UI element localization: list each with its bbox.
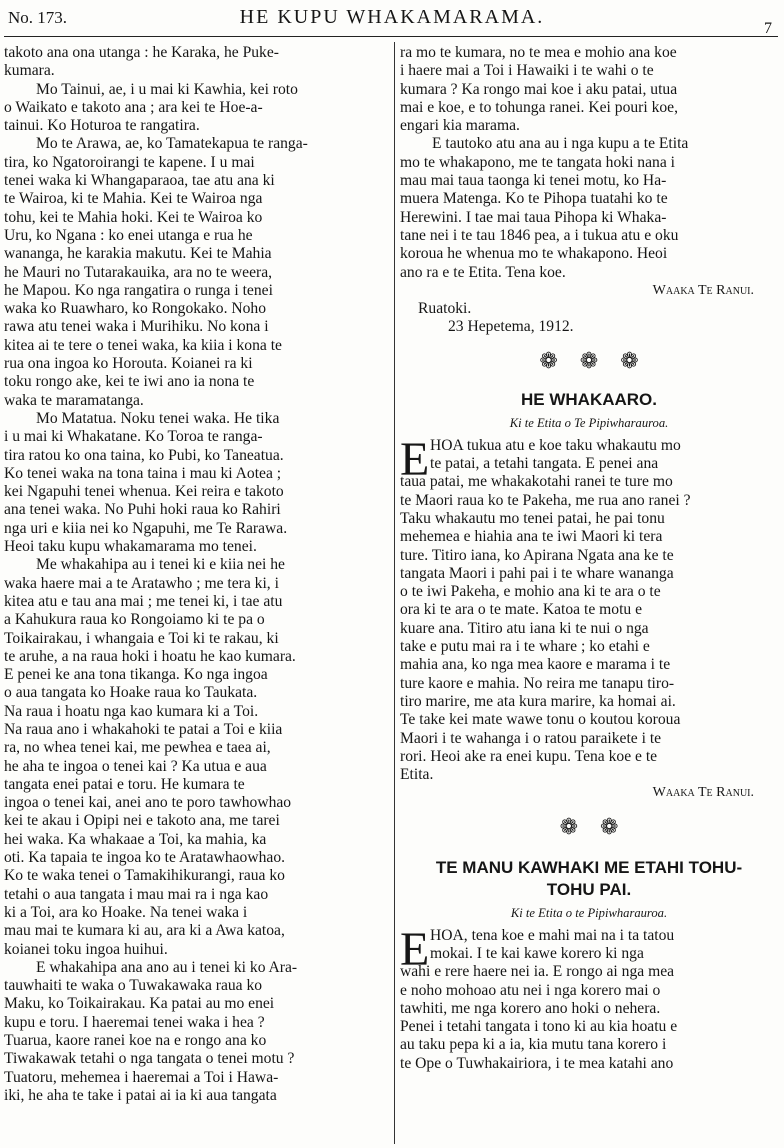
text-line: a Kahukura raua ko Rongoiamo ki te pa o — [4, 611, 265, 629]
text-line: kupu e toru. I haeremai tenei waka i hea ? — [4, 1013, 265, 1031]
article-heading-line: TE MANU KAWHAKI ME ETAHI TOHU- — [435, 857, 743, 877]
column-divider — [394, 42, 395, 1144]
text-line: tawhiti, me nga korero ano hoki o nehera. — [400, 999, 661, 1017]
text-line: tetahi o aua tangata i mau mai ra i nga kao — [4, 885, 269, 903]
text-line: koroua he whenua mo te whakapono. Heoi — [400, 245, 668, 263]
text-line: te Wairoa, ki te Mahia. Kei te Wairoa nga — [4, 190, 263, 208]
text-line: kei Ngapuhi tenei whenua. Kei reira e takoto — [4, 483, 284, 501]
text-line: Ko te waka tenei o Tamakihikurangi, raua ko — [4, 867, 285, 885]
text-line: tangata enei patai e toru. He kumara te — [4, 775, 245, 793]
article-body — [400, 432, 778, 785]
drop-cap: E — [400, 922, 430, 976]
letter-date: 23 Hepetema, 1912. — [448, 318, 574, 336]
text-line: tauwhaiti te waka o Tuwakawaka raua ko — [4, 977, 263, 995]
ornament-divider — [400, 803, 778, 851]
article-body — [400, 922, 778, 1073]
text-line: ture kaore e mahia. No reira me tanapu tiro- — [400, 674, 675, 692]
text-line: kuare ana. Titiro atu iana ki te nui o nga — [400, 619, 649, 637]
text-line: kitea atu e tau ana mai ; me tenei ki, i tae atu — [4, 592, 283, 610]
flower-ornament-icon: ❁ — [579, 347, 599, 373]
text-line: o te iwi Pakeha, e mohio ana ki te ara o te — [400, 583, 661, 601]
text-line: waka te maramatanga. — [4, 391, 144, 409]
text-line: waka ko Ruawharo, ko Rongokako. Noho — [4, 300, 267, 318]
text-line: ingoa o tenei kai, anei ano te poro tawhowhao — [4, 794, 292, 812]
text-line: Na raua ano i whakahoki te patai a Toi e kiia — [4, 720, 283, 738]
text-line: ki a Toi, ara ko Hoake. Na tenei waka i — [4, 903, 248, 921]
text-line: taua patai, me whakakotahi ranei te ture mo — [400, 473, 673, 491]
left-column — [4, 44, 390, 1144]
text-line: koianei toku ingoa huihui. — [4, 940, 168, 958]
text-line: toku rongo ake, kei te iwi ano ia nona te — [4, 373, 255, 391]
text-line: muera Matenga. Ko te Pihopa tuatahi ko te — [400, 190, 668, 208]
text-line: au taku pepa ki a ia, kia mutu tana korero i — [400, 1036, 667, 1054]
text-line: ture. Titiro iana, ko Apirana Ngata ana ke te — [400, 546, 674, 564]
text-line: tainui. Ko Hoturoa te rangatira. — [4, 117, 200, 135]
text-line: oti. Ka tapaia te ingoa ko te Aratawhaowhao. — [4, 849, 286, 867]
text-line: te Ope o Tuwhakairiora, i te mea katahi ano — [400, 1054, 674, 1072]
flower-ornament-icon: ❁ — [559, 813, 578, 839]
text-line: Uru, ko Ngana : ko enei utanga e rua he — [4, 226, 253, 244]
text-line: kitea ai te tere o tenei waka, ka kiia i kona te — [4, 336, 282, 354]
text-line: kumara. — [4, 62, 55, 80]
text-line: ana tenei waka. No Puhi hoki raua ko Rahiri — [4, 501, 281, 519]
text-line: Mo te Arawa, ae, ko Tamatekapua te ranga- — [36, 135, 308, 153]
text-line: kumara ? Ka rongo mai koe i aku patai, utua — [400, 80, 678, 98]
text-line: Na raua i hoatu nga kao kumara ki a Toi. — [4, 702, 259, 720]
text-line: Tuarua, kaore ranei koe na e rongo ana ko — [4, 1032, 267, 1050]
text-line: E tautoko atu ana au i nga kupu a te Etita — [432, 135, 689, 153]
page-number: 7 — [764, 20, 772, 37]
text-line: te Maori raua ko te Pakeha, me rua ano ranei ? — [400, 491, 691, 509]
text-line: Te take kei mate wawe tonu o koutou koroua — [400, 711, 681, 729]
text-line: Me whakahipa au i tenei ki e kiia nei he — [36, 556, 285, 574]
text-line: rua ona ingoa ko Horouta. Koianei ra ki — [4, 355, 253, 373]
article-subheading: Ki te Etita o te Pipiwharauroa. — [510, 905, 668, 920]
text-line: Etita. — [400, 766, 434, 784]
text-line: engari kia marama. — [400, 117, 520, 135]
text-line: i u mai ki Whakatane. Ko Toroa te ranga- — [4, 428, 263, 446]
text-line: kei te akau i Opipi nei e takoto ana, me tarei — [4, 812, 280, 830]
text-line: ra, no whea tenei kai, me pewhea e taea ai, — [4, 739, 271, 757]
text-line: mau mai taua taonga ki tenei motu, ko Ha- — [400, 172, 667, 190]
text-line: te patai, a tetahi tangata. E penei ana — [430, 455, 659, 473]
text-line: tangata Maori i pahi pai i te whare wananga — [400, 564, 674, 582]
text-line: e noho mohoao atu nei i nga korero mai o — [400, 981, 661, 999]
text-line: tenei waka ki Whangaparaoa, tae atu ana ki — [4, 172, 275, 190]
text-line: Ko tenei waka na tona taina i mau ki Aotea ; — [4, 464, 282, 482]
text-line: Herewini. I tae mai taua Pihopa ki Whaka- — [400, 208, 667, 226]
ornament-divider — [400, 337, 778, 385]
text-line: wananga, he karakia makutu. Kei te Mahia — [4, 245, 272, 263]
page-header — [0, 0, 784, 40]
article-heading: HE WHAKAARO. — [521, 389, 657, 409]
text-line: te aruhe, a na raua hoki i hoatu he kao kumara. — [4, 647, 296, 665]
text-line: iki, he aha te take i patai ai ia ki aua tangata — [4, 1086, 277, 1104]
text-line: Maku, ko Toikairakau. Ka patai au mo enei — [4, 995, 275, 1013]
text-line: nga uri e kiia nei ko Ngapuhi, me Te Rarawa. — [4, 519, 288, 537]
flower-ornament-icon: ❁ — [600, 813, 619, 839]
letter-place: Ruatoki. — [418, 300, 472, 318]
text-line: wahi e rere haere nei ia. E rongo ai nga mea — [400, 963, 675, 981]
text-line: tira, ko Ngatoroirangi te kapene. I u mai — [4, 153, 255, 171]
drop-cap: E — [400, 432, 430, 486]
text-line: he Mauri no Tutarakauika, ara no te weera, — [4, 263, 273, 281]
article-subheading: Ki te Etita o Te Pipiwharauroa. — [509, 415, 669, 430]
text-line: i haere mai a Toi i Hawaiki i te wahi o te — [400, 62, 654, 80]
text-line: ra mo te kumara, no te mea e mohio ana koe — [400, 44, 677, 61]
text-line: mai e koe, e to tohunga ranei. Kei pouri koe, — [400, 98, 678, 116]
text-line: Penei i tetahi tangata i tono ki au kia hoatu e — [400, 1018, 678, 1036]
text-line: E penei ke ana tona tikanga. Ko nga ingoa — [4, 666, 268, 684]
text-line: HOA, tena koe e mahi mai na i ta tatou — [430, 926, 675, 944]
text-line: rawa atu tenei waka i Murihiku. No kona i — [4, 318, 269, 336]
letter-signature: Waaka Te Ranui. — [652, 282, 754, 298]
text-line: take e putu mai ra i te whare ; ko etahi e — [400, 638, 650, 656]
text-line: o aua tangata ko Hoake raua ko Taukata. — [4, 684, 258, 702]
text-line: rori. Heoi ake ra enei kupu. Tena koe e te — [400, 747, 658, 765]
text-line: mo te whakapono, me te tangata hoki nana i — [400, 153, 675, 171]
text-line: HOA tukua atu e koe taku whakautu mo — [430, 436, 681, 454]
text-line: ora ki te ara o te mate. Katoa te motu e — [400, 601, 643, 619]
text-line: he aha te ingoa o tenei kai ? Ka utua e aua — [4, 757, 267, 775]
text-line: Tuatoru, mehemea i haeremai a Toi i Hawa- — [4, 1068, 279, 1086]
text-line: Heoi taku kupu whakamarama mo tenei. — [4, 538, 257, 556]
text-line: o Waikato e takoto ana ; ara kei te Hoe-a- — [4, 98, 263, 116]
text-line: Mo Tainui, ae, i u mai ki Kawhia, kei roto — [36, 80, 298, 98]
text-line: takoto ana ona utanga : he Karaka, he Puke- — [4, 44, 279, 61]
text-line: he Mapou. Ko nga rangatira o runga i tenei — [4, 281, 273, 299]
running-title: HE KUPU WHAKAMARAMA. — [239, 6, 545, 28]
right-column — [400, 44, 778, 1144]
flower-ornament-icon: ❁ — [620, 347, 639, 373]
text-line: mehemea e hiahia ana te iwi Maori ki tera — [400, 528, 663, 546]
text-line: tiro marire, me ata kura marire, ka homai ai. — [400, 692, 676, 710]
text-line: Taku whakautu mo tenei patai, he pai tonu — [400, 509, 665, 527]
text-line: Tiwakawak tetahi o nga tangata o tenei motu ? — [4, 1050, 295, 1068]
text-line: E whakahipa ana ano au i tenei ki ko Ara- — [36, 958, 298, 976]
text-line: mahia ana, ko nga mea kaore e marama i te — [400, 656, 671, 674]
article-heading-line: TOHU PAI. — [546, 879, 632, 899]
text-line: mau mai te kumara ki au, ara ki a Awa katoa, — [4, 922, 285, 940]
text-line: tira ratou ko ona taina, ko Pubi, ko Taneatua. — [4, 446, 284, 464]
text-line: waka haere mai a te Aratawho ; me tera ki, i — [4, 574, 279, 592]
text-line: ano ra e te Etita. Tena koe. — [400, 263, 566, 281]
text-line: Mo Matatua. Noku tenei waka. He tika — [36, 409, 280, 427]
text-line: tohu, kei te Mahia hoki. Kei te Wairoa ko — [4, 208, 263, 226]
text-line: hei waka. Ka whakaae a Toi, ka mahia, ka — [4, 830, 267, 848]
text-line: mokai. I te kai kawe korero ki nga — [430, 944, 644, 962]
issue-number: No. 173. — [8, 8, 68, 27]
flower-ornament-icon: ❁ — [539, 347, 558, 373]
text-line: tane nei i te tau 1846 pea, a i tukua atu e oku — [400, 226, 679, 244]
header-rule — [4, 36, 778, 37]
text-line: Maori i te wahanga i o ratou paraikete i te — [400, 729, 662, 747]
text-line: Toikairakau, i whangaia e Toi ki te rakau, ki — [4, 629, 279, 647]
article-signature: Waaka Te Ranui. — [652, 785, 754, 801]
letter-continuation — [400, 44, 778, 282]
